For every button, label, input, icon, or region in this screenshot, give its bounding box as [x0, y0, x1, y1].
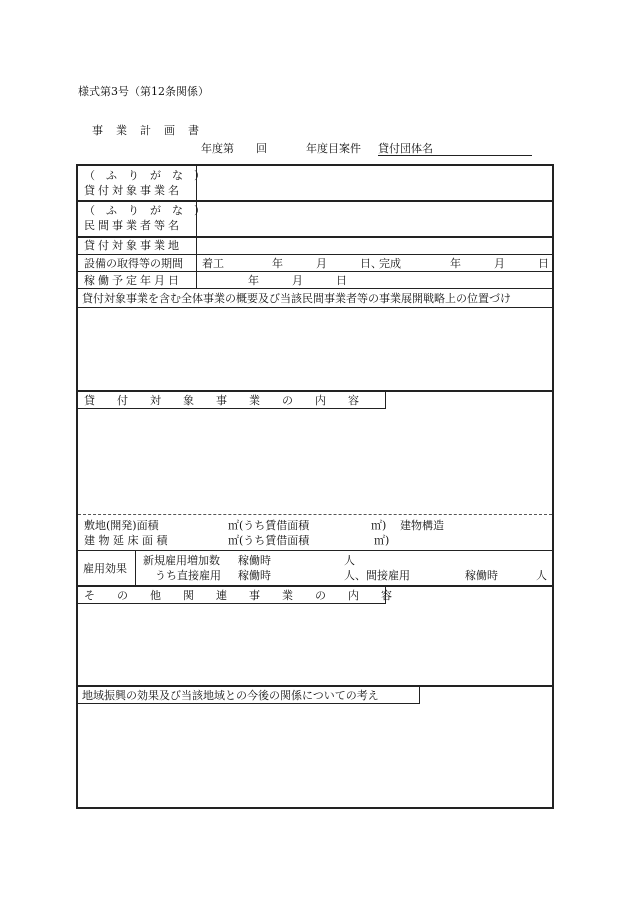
- organization-name-field[interactable]: [378, 142, 532, 156]
- indirect-employment-label: 人、間接雇用: [344, 569, 410, 582]
- row-divider: [78, 236, 552, 238]
- document-title: 事 業 計 画 書: [92, 124, 200, 137]
- building-structure-label: 建物構造: [400, 519, 444, 532]
- direct-employment-label: うち直接雇用: [155, 569, 221, 582]
- furigana-label-1: （ ふ り が な ）: [84, 169, 205, 182]
- furigana-label-2: （ ふ り が な ）: [84, 204, 205, 217]
- organization-label: 貸付団体名: [378, 142, 433, 155]
- row-divider: [78, 288, 552, 289]
- new-employment-unit: 人: [344, 554, 355, 567]
- floor-area-label: 建 物 延 床 面 積: [84, 534, 168, 547]
- acquisition-period-label: 設備の取得等の期間: [84, 257, 183, 270]
- site-area-value[interactable]: ㎡(うち賃借面積: [228, 519, 310, 532]
- row-divider: [78, 254, 552, 255]
- target-project-name-label: 貸付対象事業名: [84, 184, 182, 197]
- site-area-label: 敷地(開発)面積: [84, 519, 159, 532]
- fiscal-year-case: 年度目案件: [306, 142, 361, 155]
- floor-area-unit: ㎡): [374, 534, 390, 547]
- content-section-title: 貸 付 対 象 事 業 の 内 容: [84, 394, 359, 407]
- operation-date-value[interactable]: 年 月 日: [248, 274, 347, 287]
- completion-date[interactable]: 年 月 日: [450, 257, 549, 270]
- site-area-unit: ㎡): [371, 519, 387, 532]
- indirect-employment-unit: 人: [536, 569, 547, 582]
- row-divider: [78, 550, 552, 551]
- label-divider: [196, 166, 197, 280]
- regional-section-title: 地域振興の効果及び当該地域との今後の関係についての考え: [82, 689, 379, 702]
- label-divider: [135, 550, 136, 585]
- form-number: 様式第3号（第12条関係）: [78, 85, 209, 98]
- related-section-title: そ の 他 関 連 事 業 の 内 容: [84, 589, 392, 602]
- row-divider: [78, 271, 552, 272]
- overview-section-title: 貸付対象事業を含む全体事業の概要及び当該民間事業者等の事業展開戦略上の位置づけ: [82, 292, 511, 305]
- employment-effect-label: 雇用効果: [83, 562, 127, 575]
- new-employment-operation-label: 稼働時: [238, 554, 271, 567]
- construction-start-date[interactable]: 年 月 日、: [272, 257, 382, 270]
- direct-employment-operation-label: 稼働時: [238, 569, 271, 582]
- operation-date-label: 稼働予定年月日: [84, 274, 182, 287]
- private-operator-name-label: 民間事業者等名: [84, 219, 182, 232]
- new-employment-label: 新規雇用増加数: [143, 554, 220, 567]
- construction-start-label: 着工: [202, 257, 224, 270]
- dashed-divider: [78, 514, 552, 515]
- completion-label: 完成: [379, 257, 401, 270]
- floor-area-value[interactable]: ㎡(うち賃借面積: [228, 534, 310, 547]
- row-divider: [78, 200, 552, 202]
- fiscal-year-round: 年度第 回: [201, 142, 267, 155]
- row-divider: [78, 307, 552, 308]
- project-location-label: 貸付対象事業地: [84, 239, 182, 252]
- plan-table: [76, 164, 554, 809]
- indirect-employment-operation-label: 稼働時: [465, 569, 498, 582]
- label-divider: [196, 271, 197, 288]
